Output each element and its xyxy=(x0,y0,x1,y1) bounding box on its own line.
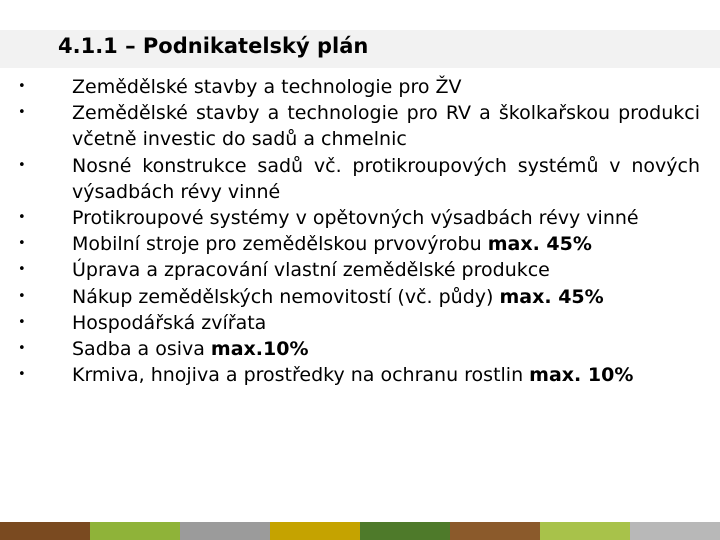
list-item xyxy=(18,74,700,100)
item-text: Protikroupové systémy v opětovných výsadbách révy vinné xyxy=(72,207,639,230)
bullet-icon: • xyxy=(18,210,26,226)
list-item xyxy=(18,362,700,388)
list-item xyxy=(18,100,700,152)
footer-segment xyxy=(180,522,270,540)
footer-segment xyxy=(450,522,540,540)
item-text: Krmiva, hnojiva a prostředky na ochranu rostlin xyxy=(72,364,530,387)
footer-color-strip xyxy=(0,522,720,540)
footer-segment xyxy=(270,522,360,540)
list-item xyxy=(18,336,700,362)
item-text: Nákup zemědělských nemovitostí (vč. půdy) xyxy=(72,285,500,308)
list-item xyxy=(18,231,700,257)
item-bold: max.10% xyxy=(210,338,309,361)
item-text: Sadba a osiva xyxy=(72,338,211,361)
bullet-icon: • xyxy=(18,288,26,304)
bullet-list xyxy=(18,74,700,388)
item-text: Nosné konstrukce sadů vč. protikroupových systémů v nových výsadbách révy vinné xyxy=(72,154,700,203)
list-item xyxy=(18,284,700,310)
list-item xyxy=(18,205,700,231)
item-bold: max. 45% xyxy=(499,285,604,308)
bullet-icon: • xyxy=(18,236,26,252)
item-bold: max. 10% xyxy=(529,364,634,387)
bullet-icon: • xyxy=(18,314,26,330)
item-text: Mobilní stroje pro zemědělskou prvovýrobu xyxy=(72,233,488,256)
footer-segment xyxy=(360,522,450,540)
bullet-icon: • xyxy=(18,341,26,357)
slide-title: 4.1.1 – Podnikatelský plán xyxy=(58,34,369,58)
item-text: Zemědělské stavby a technologie pro ŽV xyxy=(72,76,462,98)
bullet-icon: • xyxy=(18,262,26,278)
item-text: Úprava a zpracování vlastní zemědělské produkce xyxy=(72,259,550,282)
list-item xyxy=(18,257,700,283)
bullet-icon: • xyxy=(18,157,26,173)
list-item xyxy=(18,310,700,336)
footer-segment xyxy=(90,522,180,540)
item-text: Zemědělské stavby a technologie pro RV a školkařskou produkci včetně investic do sadů a chmelnic xyxy=(72,102,700,151)
footer-segment xyxy=(0,522,90,540)
bullet-icon: • xyxy=(18,105,26,121)
bullet-icon: • xyxy=(18,367,26,383)
item-bold: max. 45% xyxy=(487,233,592,256)
footer-segment xyxy=(630,522,720,540)
list-item xyxy=(18,153,700,205)
item-text: Hospodářská zvířata xyxy=(72,311,267,334)
bullet-icon: • xyxy=(18,79,26,94)
footer-segment xyxy=(540,522,630,540)
